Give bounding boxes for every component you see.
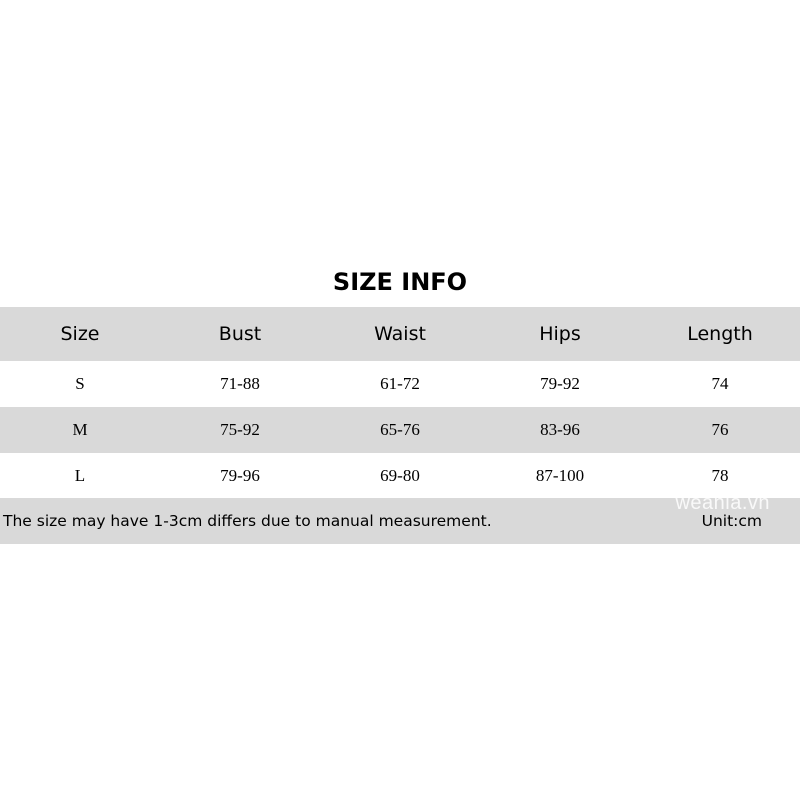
header-bust: Bust [218,323,262,345]
size-table [0,307,800,499]
cell-size: M [72,420,88,439]
header-hips: Hips [539,323,581,345]
cell-hips: 83-96 [540,420,580,439]
header-waist: Waist [374,323,426,345]
cell-size: S [75,374,85,393]
unit-label: Unit:cm [701,512,762,530]
table-row [0,361,800,407]
header-size: Size [60,323,100,345]
cell-length: 76 [711,420,729,439]
cell-length: 74 [711,374,729,393]
watermark: weania.vn [675,492,770,514]
cell-waist: 69-80 [380,466,420,485]
page-title: SIZE INFO [332,268,468,296]
measurement-note: The size may have 1-3cm differs due to manual measurement. [3,512,492,530]
cell-size: L [74,466,86,485]
cell-hips: 87-100 [535,466,585,485]
cell-length: 78 [711,466,729,485]
cell-waist: 61-72 [380,374,420,393]
table-header-row [0,307,800,361]
header-length: Length [687,323,753,345]
cell-waist: 65-76 [380,420,420,439]
table-row [0,407,800,453]
cell-bust: 71-88 [220,374,260,393]
cell-bust: 75-92 [220,420,260,439]
cell-bust: 79-96 [220,466,260,485]
cell-hips: 79-92 [540,374,580,393]
